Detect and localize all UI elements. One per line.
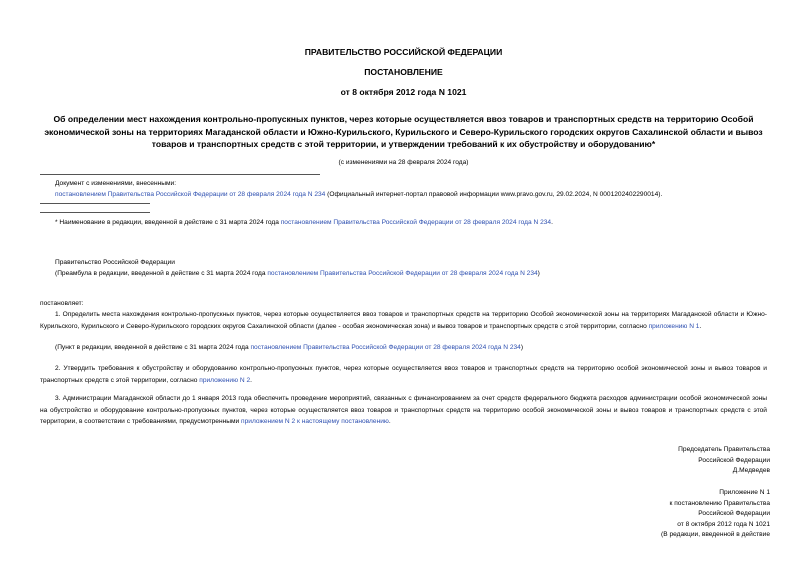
item-1-note: [55, 342, 523, 354]
amendments-source: (Официальный интернет-портал правовой информации www.pravo.gov.ru, 29.02.2024, N 0001202402290014).: [325, 191, 663, 198]
document-title: Об определении мест нахождения контрольно-пропускных пунктов, через которые осуществляется ввоз товаров и транспортных средств на территорию Особой экономической зоны на территориях Магаданской области и Южно-Курильского, Курильского и Северо-Курильского городских округов Сахалинской области и вывоз товаров и транспортных средств с этой территории, и утверждении требований к их обустройству и оборудованию*: [44, 114, 763, 149]
date-number-heading: от 8 октября 2012 года N 1021: [340, 87, 467, 97]
divider-footnote: [40, 212, 150, 213]
signature-authority: Российской Федерации: [698, 456, 770, 464]
signature-name: Д.Медведев: [732, 467, 770, 475]
item-1-suffix: .: [699, 322, 702, 330]
amendments-label: Документ с изменениями, внесенными:: [55, 180, 177, 187]
amendments-link[interactable]: постановлением Правительства Российской Федерации от 28 февраля 2024 года N 234: [55, 191, 326, 198]
item-3-text: 3. Администрации Магаданской области до 1 января 2013 года обеспечить проведение мероприятий, связанных с финансированием за счет средств федерального бюджета расходов администрации особой экономической зоны на обустройство и оборудование контрольно-пропускных пунктов, через которые осуществляется ввоз товаров и транспортных средств на территорию особой экономической зоны и вывоз товаров и транспортных средств с этой территории, в соответствии с требованиями, предусмотренными: [40, 395, 767, 425]
preamble-note-link[interactable]: постановлением Правительства Российской Федерации от 28 февраля 2024 года N 234: [267, 270, 538, 277]
item-1-text: 1. Определить места нахождения контрольно-пропускных пунктов, через которые осуществляется ввоз товаров и транспортных средств на территорию Особой экономической зоны на территориях Магаданской области и Южно-Курильского, Курильского и Северо-Курильского городских округов Сахалинской области (далее - особая экономическая зона) и вывоз товаров и транспортных средств с этой территории, согласно: [40, 311, 767, 330]
footnote: [55, 217, 553, 229]
item-3: [40, 393, 767, 428]
appendix-ref-4: (В редакции, введенной в действие: [661, 531, 770, 539]
appendix-header: [661, 488, 770, 541]
preamble-note: [55, 268, 540, 280]
doc-type-heading: ПОСТАНОВЛЕНИЕ: [364, 67, 443, 77]
item-1-link[interactable]: приложению N 1: [648, 322, 700, 330]
footnote-suffix: .: [551, 219, 553, 226]
signature-position: Председатель Правительства: [678, 446, 770, 453]
appendix-ref-1: к постановлению Правительства: [669, 499, 770, 507]
item-2: [40, 363, 767, 386]
appendix-title: Приложение N 1: [719, 489, 770, 496]
item-1-note-text: (Пункт в редакции, введенной в действие с 31 марта 2024 года: [55, 344, 251, 351]
amendments-line: [55, 189, 662, 201]
item-3-suffix: .: [388, 418, 391, 425]
signature-block: [678, 445, 770, 477]
preamble-note-text: (Преамбула в редакции, введенной в действие с 31 марта 2024 года: [55, 270, 268, 277]
item-2-link[interactable]: приложению N 2: [199, 376, 251, 384]
authority-heading: ПРАВИТЕЛЬСТВО РОССИЙСКОЙ ФЕДЕРАЦИИ: [304, 47, 503, 57]
divider-mid: [40, 203, 150, 204]
appendix-ref-2: Российской Федерации: [698, 510, 770, 518]
preamble-note-suffix: ): [537, 270, 540, 277]
item-1-note-link[interactable]: постановлением Правительства Российской Федерации от 28 февраля 2024 года N 234: [250, 344, 521, 351]
appendix-ref-3: от 8 октября 2012 года N 1021: [677, 520, 770, 528]
preamble-body: Правительство Российской Федерации: [55, 259, 175, 266]
divider-top: [40, 174, 320, 175]
item-2-suffix: .: [250, 376, 252, 384]
footnote-link[interactable]: постановлением Правительства Российской Федерации от 28 февраля 2024 года N 234: [280, 219, 552, 226]
item-1-note-suffix: ): [520, 344, 524, 351]
changes-note: (с изменениями на 28 февраля 2024 года): [338, 159, 469, 166]
item-1: [40, 309, 767, 332]
resolves-text: постановляет:: [40, 300, 84, 307]
item-3-link[interactable]: приложением N 2 к настоящему постановлению: [241, 418, 389, 425]
item-2-text: 2. Утвердить требования к обустройству и оборудованию контрольно-пропускных пунктов, через которые осуществляется ввоз товаров и транспортных средств на территорию особой экономической зоны и вывоз товаров и транспортных средств с этой территории, согласно: [40, 365, 767, 384]
footnote-text: * Наименование в редакции, введенной в действие с 31 марта 2024 года: [55, 219, 281, 226]
